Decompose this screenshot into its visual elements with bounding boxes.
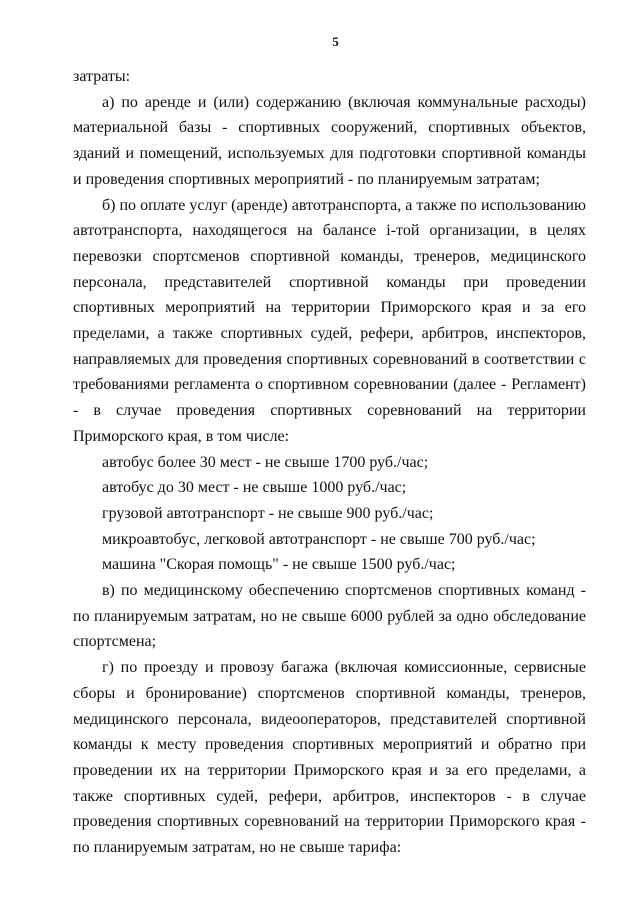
paragraph-intro: затраты: — [73, 68, 131, 85]
paragraph-a: а) по аренде и (или) содержанию (включая коммунальные расходы) материальной базы - спортивных сооружений, спортивных объектов, зданий и помещений, используемых для подготовки спортивной команды и проведения спортивных мероприятий - по планируемым затратам; — [73, 93, 586, 188]
paragraph-b: б) по оплате услуг (аренде) автотранспорта, а также по использованию автотранспорта, находящегося на балансе i-той организации, в целях перевозки спортсменов спортивной команды, тренеров, медицинского персонала, представителей спортивной команды при проведении спортивных мероприятий на территории Приморского края и за его пределами, а также спортивных судей, рефери, арбитров, инспекторов, направляемых для проведения спортивных соревнований в соответствии с требованиями регламента о спортивном соревновании (далее - Регламент) - в случае проведения спортивных соревнований на территории Приморского края, в том числе: — [73, 196, 586, 445]
rate-item-ambulance: машина "Скорая помощь" - не свыше 1500 руб./час; — [102, 556, 456, 574]
paragraph-g: г) по проезду и провозу багажа (включая комиссионные, сервисные сборы и бронирование) спортсменов спортивной команды, тренеров, медицинского персонала, видеооператоров, представителей спортивной команды к месту проведения спортивных мероприятий и обратно при проведении их на территории Приморского края и за его пределами, а также спортивных судей, рефери, арбитров, инспекторов - в случае проведения спортивных соревнований на территории Приморского края - по планируемым затратам, но не свыше тарифа: — [73, 659, 586, 857]
rate-item-cargo: грузовой автотранспорт - не свыше 900 руб./час; — [102, 504, 434, 522]
rate-item-bus-large: автобус более 30 мест - не свыше 1700 руб./час; — [102, 453, 429, 471]
rate-item-bus-small: автобус до 30 мест - не свыше 1000 руб./час; — [102, 479, 407, 497]
rate-item-minibus: микроавтобус, легковой автотранспорт - не свыше 700 руб./час; — [102, 530, 536, 548]
paragraph-v: в) по медицинскому обеспечению спортсменов спортивных команд - по планируемым затратам, но не свыше 6000 рублей за одно обследование спортсмена; — [73, 582, 586, 651]
page-number: 5 — [332, 34, 339, 49]
